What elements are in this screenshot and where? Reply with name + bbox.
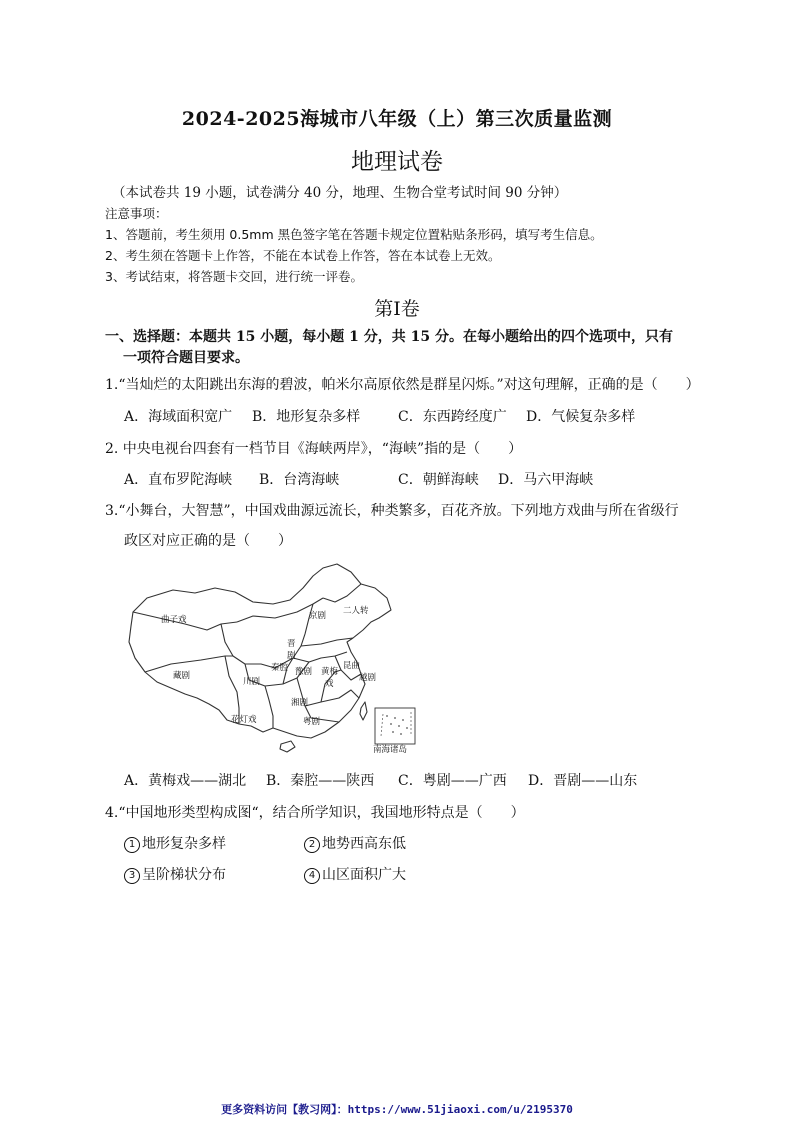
choice-text: 呈阶梯状分布: [142, 867, 226, 883]
label-jingju: 京剧: [309, 611, 327, 621]
option-d[interactable]: D．晋剧——山东: [528, 773, 638, 789]
china-opera-map: [125, 560, 425, 755]
option-a[interactable]: A．海域面积宽广: [124, 409, 233, 425]
choice-number: 2: [304, 837, 320, 853]
option-c[interactable]: C．东西跨经度广: [398, 409, 507, 425]
question-3-stem: 3.“小舞台，大智慧”，中国戏曲源远流长，种类繁多，百花齐放。下列地方戏曲与所在省级行: [105, 503, 679, 519]
choice-3[interactable]: [124, 864, 226, 884]
choice-4[interactable]: [304, 864, 406, 884]
label-chuanju: 川剧: [243, 677, 261, 687]
notice-item: 2、考生须在答题卡上作答，不能在本试卷上作答，答在本试卷上无效。: [105, 248, 501, 263]
option-b[interactable]: B．台湾海峡: [259, 472, 340, 488]
section-heading-line: 一、选择题：本题共 15 小题，每小题 1 分，共 15 分。在每小题给出的四个选项中，只有: [105, 329, 673, 345]
label-yuju: 豫剧: [295, 667, 313, 677]
notice-heading: 注意事项：: [105, 206, 168, 221]
section-heading-line: 一项符合题目要求。: [123, 350, 249, 366]
china-map-outline: [125, 560, 425, 755]
exam-info: （本试卷共 19 小题，试卷满分 40 分，地理、生物合堂考试时间 90 分钟）: [112, 185, 568, 201]
choice-number: 1: [124, 837, 140, 853]
question-3-stem-cont: 政区对应正确的是（ ）: [124, 533, 292, 549]
question-1-stem: 1.“当灿烂的太阳跳出东海的碧波，帕米尔高原依然是群星闪烁。”对这句理解，正确的是（ ）: [105, 377, 700, 393]
label-jin: 晋: [287, 639, 296, 649]
option-d[interactable]: D．气候复杂多样: [526, 409, 636, 425]
choice-1[interactable]: [124, 833, 226, 853]
footer-link[interactable]: 更多资料访问【教习网】：https://www.51jiaoxi.com/u/2195370: [221, 1103, 573, 1116]
question-2-stem: 2. 中央电视台四套有一档节目《海峡两岸》，“海峡”指的是（ ）: [105, 441, 523, 457]
label-quzixi: 曲子戏: [161, 615, 187, 625]
choice-number: 3: [124, 868, 140, 884]
exam-subtitle: 地理试卷: [351, 149, 443, 175]
choice-text: 地形复杂多样: [142, 836, 226, 852]
choice-text: 山区面积广大: [322, 867, 406, 883]
notice-item: 1、答题前，考生须用 0.5mm 黑色签字笔在答题卡规定位置粘贴条形码，填写考生信息。: [105, 227, 603, 242]
option-d[interactable]: D．马六甲海峡: [498, 472, 594, 488]
label-yueju-gd: 粤剧: [303, 717, 321, 727]
option-c[interactable]: C．朝鲜海峡: [398, 472, 479, 488]
label-xiangju: 湘剧: [291, 698, 309, 708]
choice-2[interactable]: [304, 833, 406, 853]
option-b[interactable]: B．地形复杂多样: [252, 409, 361, 425]
label-errenzhuan: 二人转: [343, 606, 369, 616]
question-4-stem: 4.“中国地形类型构成图“，结合所学知识，我国地形特点是（ ）: [105, 805, 525, 821]
choice-text: 地势西高东低: [322, 836, 406, 852]
notice-item: 3、考试结束，将答题卡交回，进行统一评卷。: [105, 269, 363, 284]
label-yueju-zj: 越剧: [359, 673, 377, 683]
label-ju: 剧: [287, 651, 296, 661]
option-a[interactable]: A．直布罗陀海峡: [124, 472, 233, 488]
label-zangju: 藏剧: [173, 671, 191, 681]
option-c[interactable]: C．粤剧——广西: [398, 773, 507, 789]
label-huadengxi: 花灯戏: [231, 715, 257, 725]
option-b[interactable]: B．秦腔——陕西: [266, 773, 375, 789]
label-nanhai: 南海诸岛: [373, 745, 408, 755]
exam-title: 2024-2025海城市八年级（上）第三次质量监测: [181, 108, 613, 130]
label-xi: 戏: [325, 679, 334, 689]
label-kunqu: 昆曲: [343, 661, 361, 671]
label-qinqiang: 秦腔: [271, 663, 289, 673]
label-huangmei: 黄梅: [321, 667, 339, 677]
south-china-sea-inset: [375, 708, 415, 744]
choice-number: 4: [304, 868, 320, 884]
volume-heading: 第Ⅰ卷: [374, 298, 420, 320]
section-heading: [105, 327, 705, 369]
option-a[interactable]: A．黄梅戏——湖北: [124, 773, 247, 789]
